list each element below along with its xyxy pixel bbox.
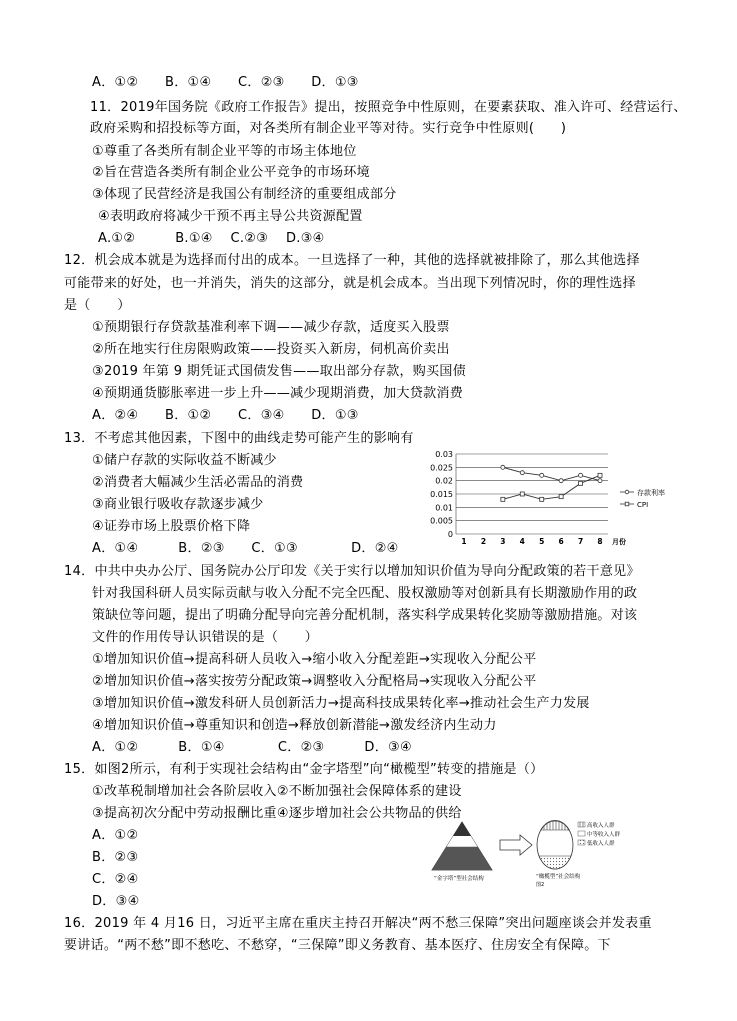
chart-x-tick-label: 1: [461, 537, 467, 546]
q14-option-1: ①增加知识价值→提高科研人员收入→缩小收入分配差距→实现收入分配公平: [92, 652, 537, 667]
q12-option-1: ①预期银行存贷款基准利率下调——减少存款，适度买入股票: [92, 320, 450, 335]
q12-option-3: ③2019 年第 9 期凭证式国债发售——取出部分存款，购买国债: [92, 364, 467, 379]
q13-answer-options: A．①④ B．②③ C．①③ D．②④: [92, 541, 399, 556]
chart-x-tick-label: 4: [519, 537, 525, 546]
chart-y-ticks: [430, 450, 453, 539]
legend-label: 存款利率: [637, 489, 665, 497]
q14-stem-line4: 文件的作用传导认识错误的是（ ）: [92, 630, 319, 645]
q13-stem: 13．不考虑其他因素，下图中的曲线走势可能产生的影响有: [64, 431, 414, 446]
chart-y-tick-label: 0.03: [435, 450, 453, 459]
chart-y-tick-label: 0.01: [435, 503, 453, 513]
q11-stem-line1: 11．2019年国务院《政府工作报告》提出，按照竞争中性原则，在要素获取、准入许可、经营运行、: [90, 100, 687, 115]
chart-point: [559, 495, 563, 499]
chart-point: [540, 497, 544, 501]
q11-option-1: ①尊重了各类所有制企业平等的市场主体地位: [92, 144, 357, 159]
chart-series-line-2: [503, 475, 600, 499]
chart-point: [598, 473, 602, 477]
q15-options-1-2: ①改革税制增加社会各阶层收入②不断加强社会保障体系的建设: [92, 784, 462, 799]
q14-stem-line1: 14．中共中央办公厅、国务院办公厅印发《关于实行以增加知识价值为导向分配政策的若干意见》: [64, 564, 640, 579]
q15-answer-b: B．②③: [92, 850, 139, 865]
q15-answer-c: C．②④: [92, 872, 139, 887]
q11-option-2: ②旨在营造各类所有制企业公平竞争的市场环境: [92, 165, 370, 180]
chart-point: [501, 465, 505, 469]
pyramid-shape: [432, 822, 492, 870]
chart-point: [598, 479, 602, 483]
chart-y-tick-label: 0.02: [435, 476, 453, 486]
chart-point: [579, 481, 583, 485]
chart-point: [520, 471, 524, 475]
q15-answer-a: A．①②: [92, 828, 139, 843]
legend-low-income: 低收入人群: [587, 841, 615, 847]
q14-option-3: ③增加知识价值→激发科研人员创新活力→提高科技成果转化率→推动社会生产力发展: [92, 696, 590, 711]
olive-shape: [537, 820, 573, 869]
q13-line-chart: [420, 448, 680, 550]
chart-point: [501, 497, 505, 501]
chart-point: [559, 479, 563, 483]
chart-point: [520, 492, 524, 496]
q14-stem-line2: 针对我国科研人员实际贡献与收入分配不完全匹配、股权激励等对创新具有长期激励作用的政: [92, 586, 638, 601]
q12-stem-line3: 是（ ）: [64, 298, 131, 313]
chart-x-tick-label: 5: [539, 537, 545, 546]
chart-point: [579, 473, 583, 477]
legend-mid-income: 中等收入人群: [587, 832, 621, 838]
q13-option-4: ④证券市场上股票价格下降: [92, 519, 251, 534]
q15-options-3-4: ③提高初次分配中劳动报酬比重④逐步增加社会公共物品的供给: [92, 806, 462, 821]
olive-caption: “橄榄型”社会结构: [536, 874, 581, 880]
q12-option-2: ②所在地实行住房限购政策——投资买入新房，伺机高价卖出: [92, 342, 450, 357]
q10-options: A．①② B．①④ C．②③ D．①③: [92, 75, 359, 90]
legend-high-income: 高收入人群: [587, 823, 615, 829]
chart-x-tick-label: 3: [500, 537, 506, 546]
arrow-icon: [500, 835, 532, 855]
q12-stem-line1: 12．机会成本就是为选择而付出的成本。一旦选择了一种，其他的选择就被排除了，那么其他选择: [64, 253, 640, 268]
chart-series-line-1: [503, 467, 600, 480]
chart-x-unit: 月份: [612, 538, 626, 546]
legend-label: CPI: [637, 501, 649, 509]
pyramid-caption: “金字塔”型社会结构: [434, 876, 484, 882]
q11-stem-line2: 政府采购和招投标等方面，对各类所有制企业平等对待。实行竞争中性原则( ): [90, 121, 567, 136]
chart-y-tick-label: 0.015: [430, 490, 453, 499]
chart-legend: [620, 488, 665, 509]
q16-line1: 16．2019 年 4 月16 日，习近平主席在重庆主持召开解决“两不愁三保障”突出问题座谈会并发表重: [64, 916, 652, 931]
chart-point: [540, 473, 544, 477]
q13-option-3: ③商业银行吸收存款逐步减少: [92, 497, 264, 512]
chart-series: [501, 465, 602, 501]
chart-x-tick-label: 2: [480, 537, 487, 546]
q13-option-1: ①储户存款的实际收益不断减少: [92, 453, 277, 468]
chart-y-tick-label: 0.025: [430, 463, 453, 473]
q15-answer-d: D．③④: [92, 894, 140, 909]
q12-answer-options: A．②④ B．①② C．③④ D．①③: [92, 408, 359, 423]
legend-marker: [625, 490, 629, 494]
chart-x-ticks: [461, 537, 626, 546]
figure-label: 图2: [536, 882, 545, 888]
olive-legend: [578, 821, 621, 847]
chart-x-tick-label: 6: [558, 537, 564, 546]
q13-option-2: ②消费者大幅减少生活必需品的消费: [92, 475, 304, 490]
q11-option-4: ④表明政府将减少干预不再主导公共资源配置: [98, 209, 363, 224]
q14-option-4: ④增加知识价值→尊重知识和创造→释放创新潜能→激发经济内生动力: [92, 718, 497, 733]
q11-answer-options: A.①② B.①④ C.②③ D.③④: [98, 231, 325, 246]
chart-x-tick-label: 8: [597, 537, 603, 546]
q14-stem-line3: 策缺位等问题，提出了明确分配导向完善分配机制，落实科学成果转化奖励等激励措施。对该: [92, 608, 638, 623]
q16-line2: 要讲话。“两不愁”即不愁吃、不愁穿，“三保障”即义务教育、基本医疗、住房安全有保障。下: [64, 938, 611, 953]
chart-x-tick-label: 7: [577, 537, 584, 546]
q15-stem: 15．如图2所示，有利于实现社会结构由“金字塔型”向“橄榄型”转变的措施是（）: [64, 762, 544, 777]
chart-grid: [456, 454, 608, 534]
q12-option-4: ④预期通货膨胀率进一步上升——减少现期消费，加大贷款消费: [92, 386, 464, 401]
q14-option-2: ②增加知识价值→落实按劳分配政策→调整收入分配格局→实现收入分配公平: [92, 674, 537, 689]
q12-stem-line2: 可能带来的好处，也一并消失，消失的这部分，就是机会成本。当出现下列情况时，你的理性选择: [64, 276, 636, 291]
q11-option-3: ③体现了民营经济是我国公有制经济的重要组成部分: [92, 187, 397, 202]
chart-y-tick-label: 0: [447, 530, 453, 539]
q14-answer-options: A．①② B．①④ C．②③ D．③④: [92, 740, 412, 755]
legend-marker: [625, 502, 629, 506]
chart-y-tick-label: 0.005: [430, 516, 453, 526]
social-structure-figure: [420, 818, 650, 888]
